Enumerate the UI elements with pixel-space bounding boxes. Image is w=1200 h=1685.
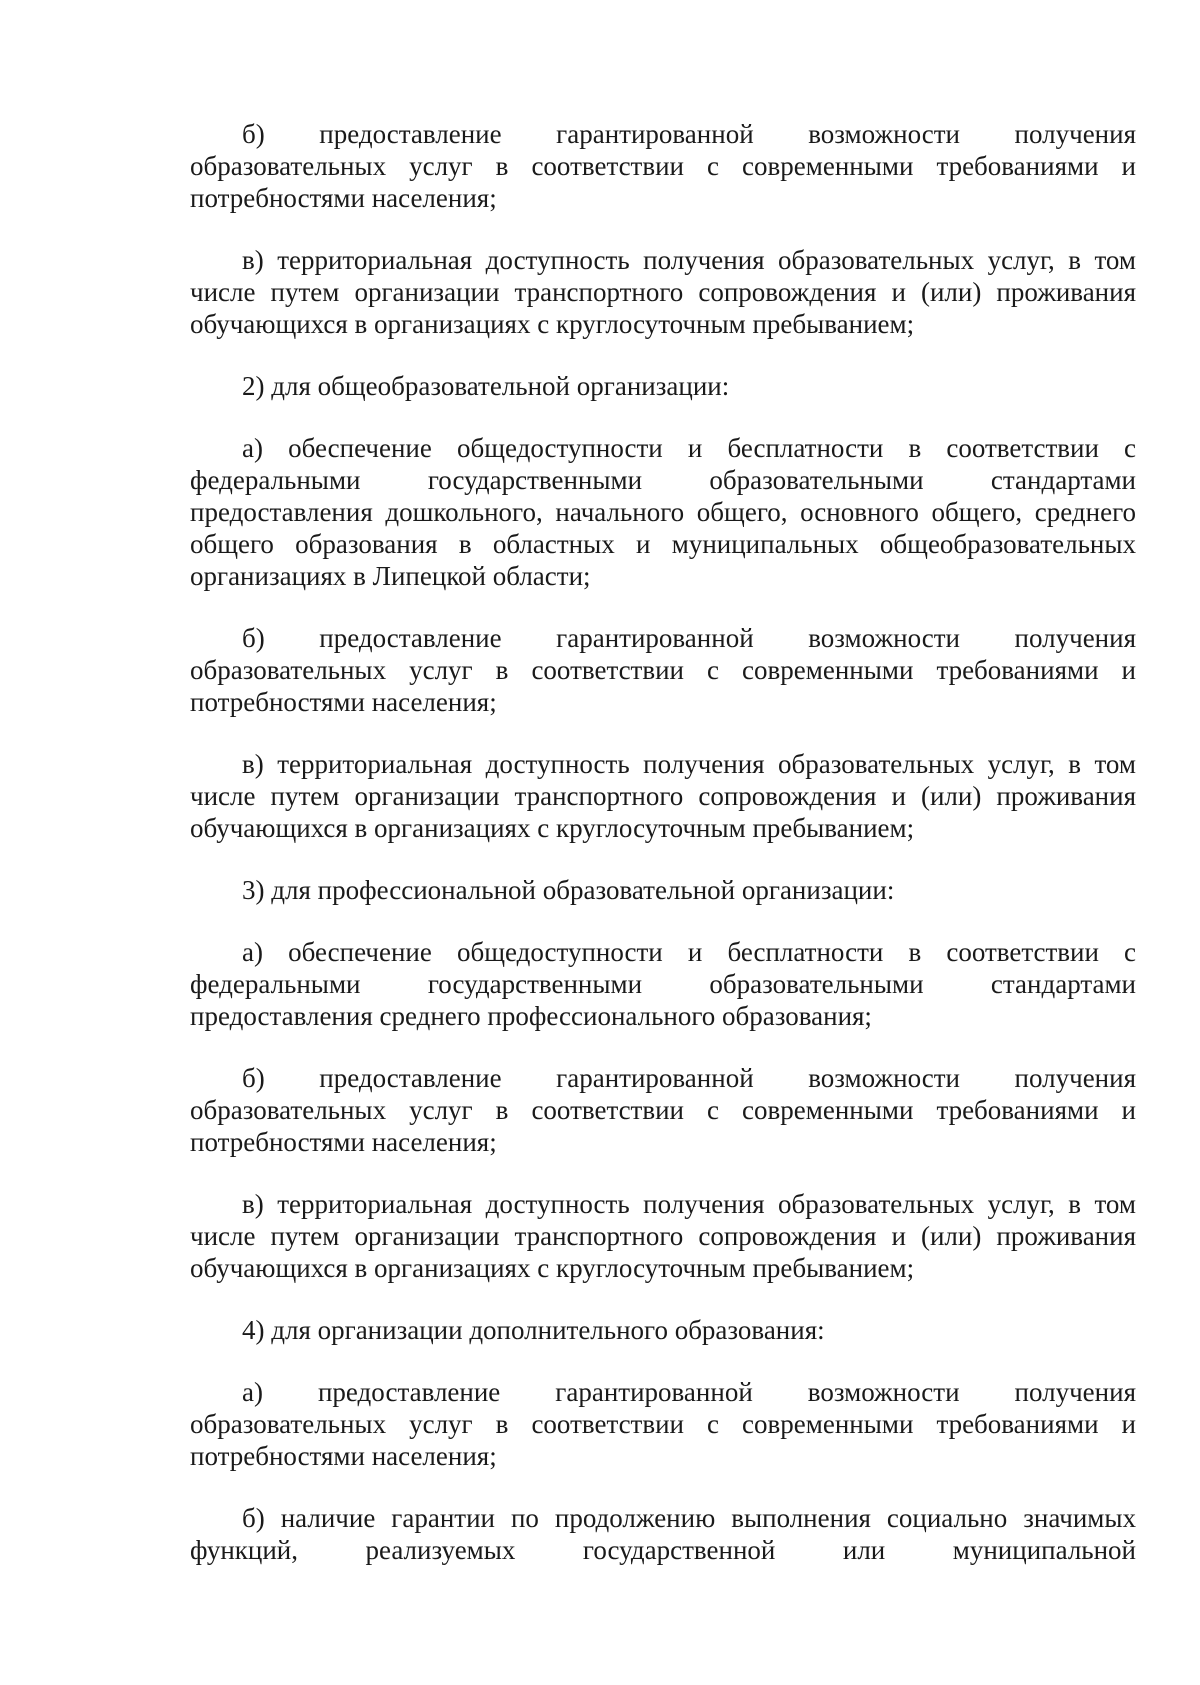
paragraph-2b-guaranteed-opportunity: б) предоставление гарантированной возможности получения образовательных услуг в соответствии с современными требованиями и потребностями населения; <box>190 623 1136 717</box>
paragraph-2a-free-access: а) обеспечение общедоступности и бесплатности в соответствии с федеральными государственными образовательными стандартами предоставления дошкольного, начального общего, основного общего, среднего общего образования в областных и муниципальных общеобразовательных организациях в Липецкой области; <box>190 433 1136 591</box>
paragraph-3-professional-heading: 3) для профессиональной образовательной организации: <box>242 875 895 905</box>
paragraph-1v-territorial-accessibility: в) территориальная доступность получения образовательных услуг, в том числе путем организации транспортного сопровождения и (или) проживания обучающихся в организациях с круглосуточным пребыванием; <box>190 245 1136 339</box>
paragraph-2-general-education-heading: 2) для общеобразовательной организации: <box>242 371 730 401</box>
paragraph-3v-territorial-accessibility: в) территориальная доступность получения образовательных услуг, в том числе путем организации транспортного сопровождения и (или) проживания обучающихся в организациях с круглосуточным пребыванием; <box>190 1189 1136 1283</box>
paragraph-4a-guaranteed-opportunity: а) предоставление гарантированной возможности получения образовательных услуг в соответствии с современными требованиями и потребностями населения; <box>190 1377 1136 1471</box>
paragraph-4-additional-education-heading: 4) для организации дополнительного образования: <box>242 1315 825 1345</box>
paragraph-3a-free-access: а) обеспечение общедоступности и бесплатности в соответствии с федеральными государственными образовательными стандартами предоставления среднего профессионального образования; <box>190 937 1136 1031</box>
paragraph-1b-guaranteed-opportunity: б) предоставление гарантированной возможности получения образовательных услуг в соответствии с современными требованиями и потребностями населения; <box>190 119 1136 213</box>
paragraph-3b-guaranteed-opportunity: б) предоставление гарантированной возможности получения образовательных услуг в соответствии с современными требованиями и потребностями населения; <box>190 1063 1136 1157</box>
document-body <box>190 118 1136 1596</box>
paragraph-2v-territorial-accessibility: в) территориальная доступность получения образовательных услуг, в том числе путем организации транспортного сопровождения и (или) проживания обучающихся в организациях с круглосуточным пребыванием; <box>190 749 1136 843</box>
paragraph-4b-continuation-guarantee: б) наличие гарантии по продолжению выполнения социально значимых функций, реализуемых государственной или муниципальной <box>190 1503 1136 1565</box>
